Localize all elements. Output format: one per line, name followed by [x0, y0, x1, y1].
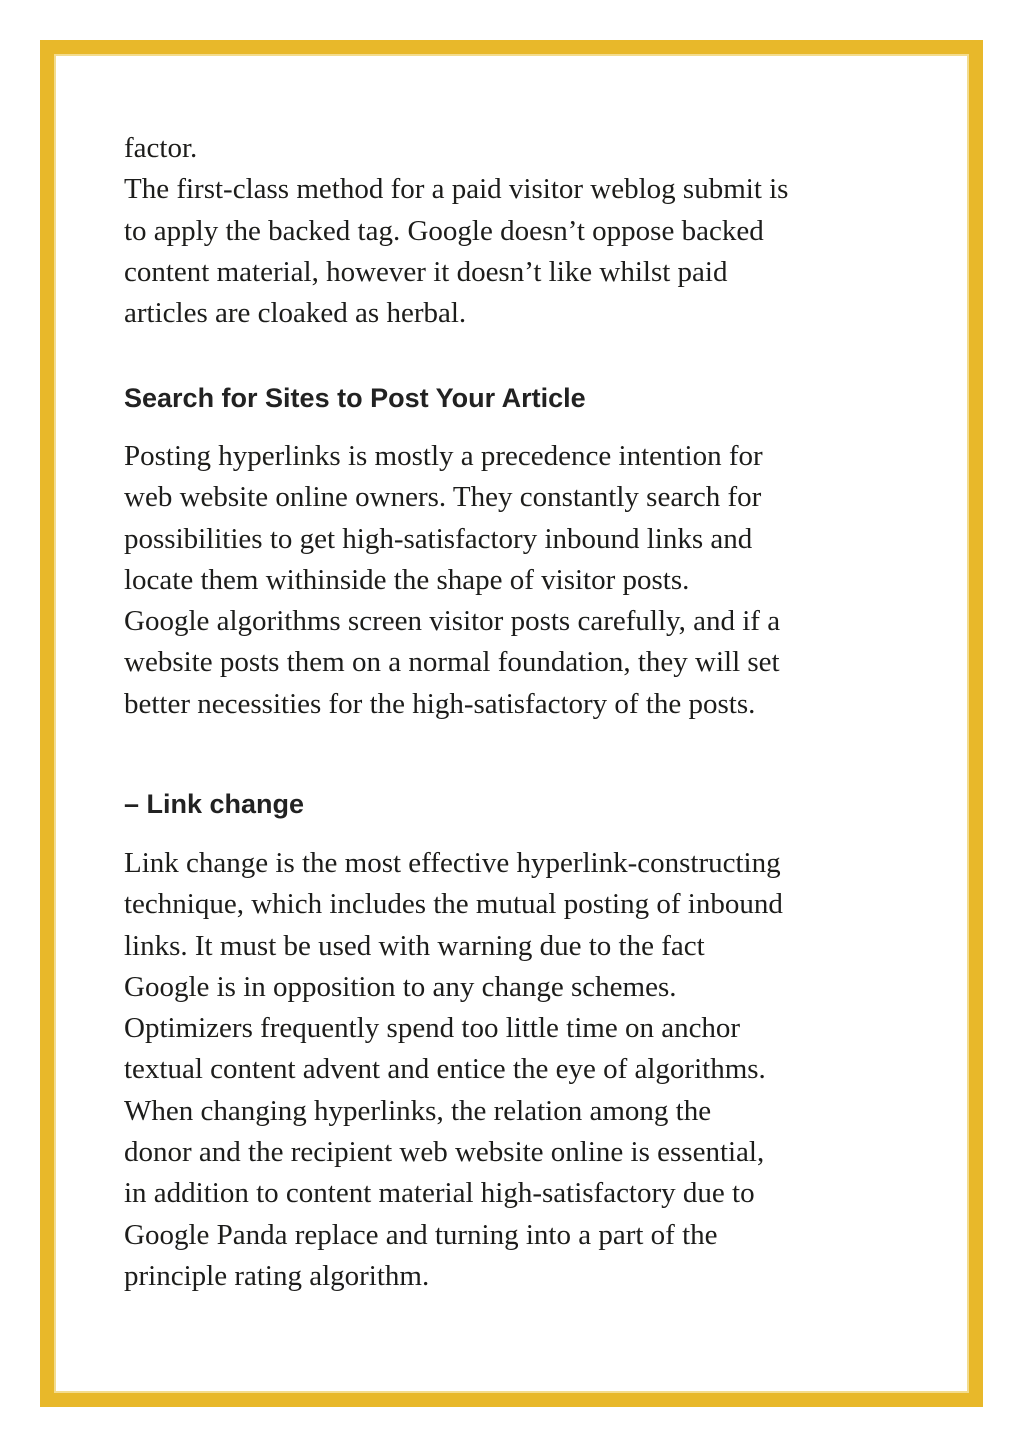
text-line: website posts them on a normal foundation, they will set — [124, 646, 780, 679]
text-line: Google is in opposition to any change schemes. — [124, 970, 677, 1003]
section-heading-search-sites: Search for Sites to Post Your Article — [124, 383, 586, 413]
text-line: articles are cloaked as herbal. — [124, 297, 467, 330]
text-line: locate them withinside the shape of visitor posts. — [124, 563, 690, 596]
text-line: technique, which includes the mutual posting of inbound — [124, 888, 783, 921]
text-line: Posting hyperlinks is mostly a precedence intention for — [124, 440, 763, 472]
text-line: content material, however it doesn’t like whilst paid — [124, 255, 728, 288]
text-line: to apply the backed tag. Google doesn’t oppose backed — [124, 214, 764, 247]
section-paragraph-link-change — [124, 843, 783, 1297]
text-line: Google algorithms screen visitor posts carefully, and if a — [124, 605, 781, 638]
text-line: Optimizers frequently spend too little time on anchor — [124, 1012, 741, 1045]
text-line: factor. — [124, 132, 198, 164]
text-line: Link change is the most effective hyperlink-constructing — [124, 847, 781, 879]
text-line: textual content advent and entice the eye of algorithms. — [124, 1053, 766, 1086]
text-line: Google Panda replace and turning into a part of the — [124, 1218, 718, 1251]
text-line: web website online owners. They constantly search for — [124, 481, 762, 514]
text-line: principle rating algorithm. — [124, 1259, 430, 1292]
text-line: in addition to content material high-satisfactory due to — [124, 1177, 755, 1210]
section-paragraph-search-sites — [124, 436, 780, 725]
section-heading-link-change: – Link change — [124, 789, 305, 819]
text-line: When changing hyperlinks, the relation among the — [124, 1094, 712, 1127]
text-line: possibilities to get high-satisfactory inbound links and — [124, 522, 753, 555]
text-line: better necessities for the high-satisfactory of the posts. — [124, 687, 756, 720]
text-line: The first-class method for a paid visitor weblog submit is — [124, 173, 789, 206]
text-line: donor and the recipient web website online is essential, — [124, 1136, 765, 1169]
intro-paragraph — [124, 128, 788, 334]
text-line: links. It must be used with warning due to the fact — [124, 929, 705, 962]
